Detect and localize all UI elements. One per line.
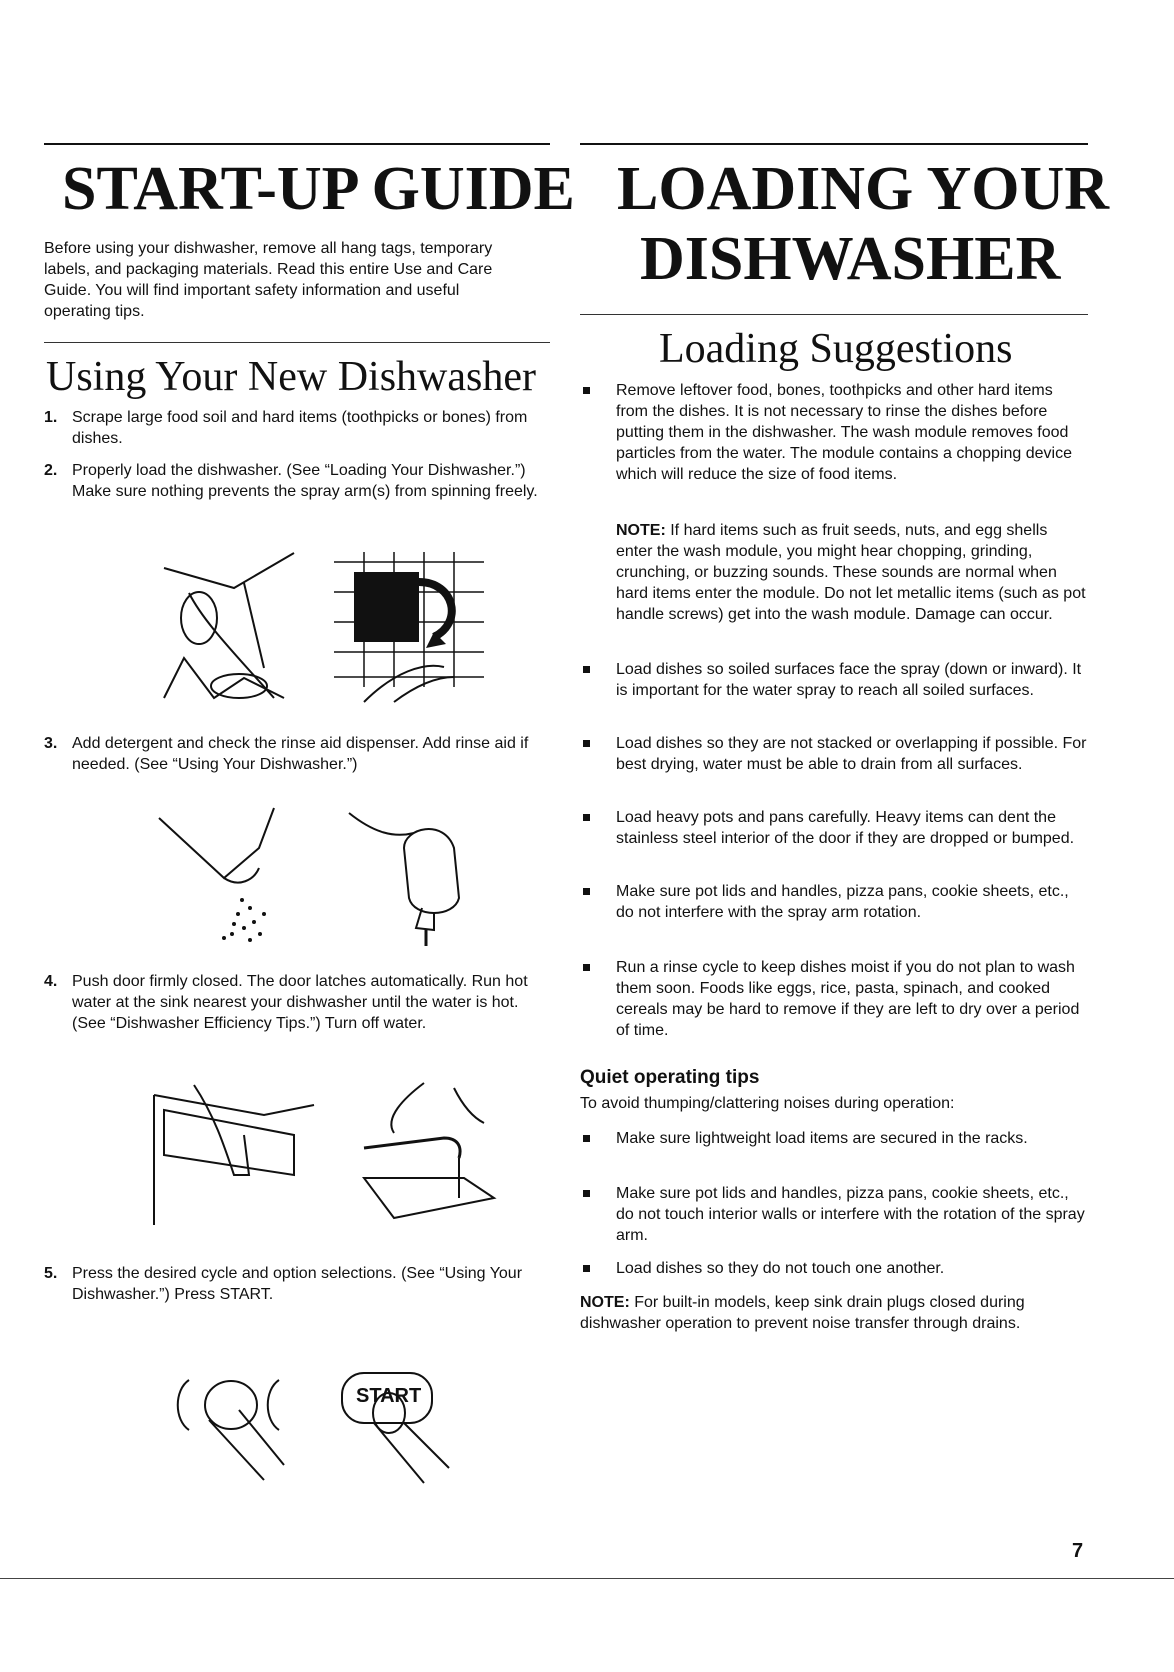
- step-text: Scrape large food soil and hard items (toothpicks or bones) from dishes.: [72, 409, 528, 447]
- section-rule-left: [44, 342, 550, 343]
- step-text: Push door firmly closed. The door latches automatically. Run hot water at the sink nearest your dishwasher until the water is hot. (See “Dishwasher Efficiency Tips.”) Turn off water.: [72, 973, 528, 1032]
- bullet-square-icon: [583, 814, 590, 821]
- step-number: 5.: [44, 1265, 58, 1282]
- quiet-tip-text: Make sure lightweight load items are secured in the racks.: [616, 1130, 1028, 1147]
- suggestion-text: Make sure pot lids and handles, pizza pans, cookie sheets, etc., do not interfere with the spray arm rotation.: [616, 883, 1069, 921]
- suggestion-text: Load dishes so soiled surfaces face the spray (down or inward). It is important for the water spray to reach all soiled surfaces.: [616, 661, 1082, 699]
- note-text: If hard items such as fruit seeds, nuts, and egg shells enter the wash module, you might hear chopping, grinding, crunching, or buzzing sounds. These sounds are normal when hard items enter the module. Do not let metallic items (such as pot handle screws) get into the wash module. Damage can occur.: [616, 522, 1086, 623]
- step-number: 3.: [44, 735, 58, 752]
- sink-faucet-illustration: [344, 1078, 504, 1223]
- bullet-square-icon: [583, 740, 590, 747]
- bullet-square-icon: [583, 1135, 590, 1142]
- step-text: Press the desired cycle and option selections. (See “Using Your Dishwasher.”) Press START.: [72, 1265, 523, 1303]
- bullet-square-icon: [583, 1265, 590, 1272]
- close-door-illustration: [154, 1075, 314, 1225]
- quiet-tip-text: Load dishes so they do not touch one another.: [616, 1260, 945, 1277]
- bullet-square-icon: [583, 666, 590, 673]
- suggestion-text: Remove leftover food, bones, toothpicks and other hard items from the dishes. It is not necessary to rinse the dishes before putting them in the dishwasher. The wash module removes food particles from the water. The module contains a chopping device which will reduce the size of food items.: [616, 382, 1072, 483]
- pour-detergent-illustration: [154, 808, 304, 948]
- noise-note: [580, 1292, 1088, 1334]
- rack-loading-illustration: [334, 552, 494, 707]
- top-rule-left: [44, 143, 550, 145]
- quiet-tip-text: Make sure pot lids and handles, pizza pans, cookie sheets, etc., do not touch interior walls or interfere with the rotation of the spray arm.: [616, 1185, 1085, 1244]
- bullet-square-icon: [583, 964, 590, 971]
- quiet-tips-intro: To avoid thumping/clattering noises during operation:: [580, 1095, 955, 1112]
- suggestion-text: Run a rinse cycle to keep dishes moist if you do not plan to wash them soon. Foods like eggs, rice, pasta, spinach, and cooked cereals may be hard to remove if they are left to dry over a period of time.: [616, 959, 1080, 1039]
- step-5: [44, 1263, 544, 1305]
- press-start-illustration: [334, 1368, 484, 1488]
- step-text: Properly load the dishwasher. (See “Loading Your Dishwasher.”) Make sure nothing prevents the spray arm(s) from spinning freely.: [72, 462, 538, 500]
- start-button-label: START: [356, 1385, 422, 1407]
- bottom-rule: [0, 1578, 1174, 1579]
- step-number: 4.: [44, 973, 58, 990]
- suggestion-text: Load heavy pots and pans carefully. Heavy items can dent the stainless steel interior of the door if they are dropped or bumped.: [616, 809, 1075, 847]
- note-label: NOTE:: [580, 1294, 630, 1311]
- step-4: [44, 971, 544, 1034]
- suggestion-item: [580, 957, 1088, 1041]
- section-rule-right: [580, 314, 1088, 315]
- loading-title-line1: LOADING YOUR: [617, 155, 1110, 223]
- suggestion-item: [580, 380, 1088, 485]
- step-3: [44, 733, 544, 775]
- quiet-tip-item: [580, 1183, 1088, 1246]
- quiet-tip-item: [580, 1128, 1088, 1149]
- quiet-tip-item: [580, 1258, 1088, 1279]
- rinse-aid-illustration: [344, 808, 484, 948]
- step-2: [44, 460, 544, 502]
- suggestion-item: [580, 807, 1088, 849]
- page-number: 7: [1072, 1540, 1084, 1562]
- loading-suggestions-title: Loading Suggestions: [659, 326, 1013, 372]
- note-label: NOTE:: [616, 522, 666, 539]
- bullet-square-icon: [583, 1190, 590, 1197]
- suggestion-text: Load dishes so they are not stacked or overlapping if possible. For best drying, water must be able to drain from all surfaces.: [616, 735, 1087, 773]
- startup-guide-title: START-UP GUIDE: [62, 155, 575, 223]
- scrape-dishes-illustration: [144, 548, 314, 708]
- bullet-square-icon: [583, 888, 590, 895]
- step-1: [44, 407, 544, 449]
- suggestion-item: [580, 881, 1088, 923]
- module-note: [616, 520, 1088, 625]
- bullet-square-icon: [583, 387, 590, 394]
- step-text: Add detergent and check the rinse aid dispenser. Add rinse aid if needed. (See “Using Your Dishwasher.”): [72, 735, 529, 773]
- step-number: 2.: [44, 462, 58, 479]
- suggestion-item: [580, 733, 1088, 775]
- startup-intro: Before using your dishwasher, remove all hang tags, temporary labels, and packaging materials. Read this entire Use and Care Guide. You will find important safety information and useful operating tips.: [44, 240, 493, 320]
- using-section-title: Using Your New Dishwasher: [46, 354, 536, 400]
- suggestion-item: [580, 659, 1088, 701]
- top-rule-right: [580, 143, 1088, 145]
- press-cycle-illustration: [169, 1370, 309, 1490]
- loading-title-line2: DISHWASHER: [640, 225, 1061, 293]
- quiet-tips-heading: Quiet operating tips: [580, 1067, 760, 1088]
- step-number: 1.: [44, 409, 58, 426]
- note-text: For built-in models, keep sink drain plugs closed during dishwasher operation to prevent noise transfer through drains.: [580, 1294, 1025, 1332]
